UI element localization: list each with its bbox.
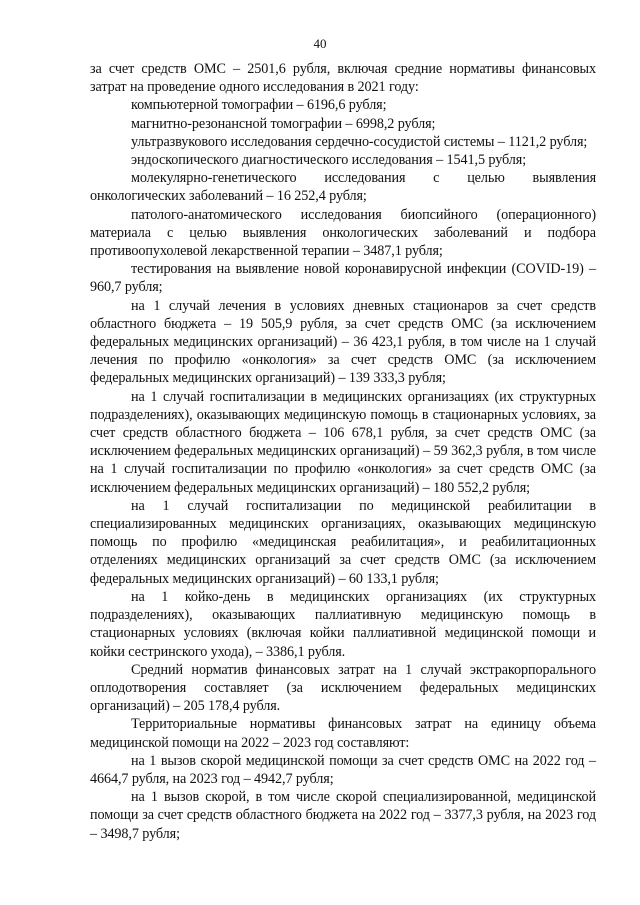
list-item-mri: магнитно-резонансной томографии – 6998,2 рубля; [131, 115, 436, 132]
paragraph-diagnostics-intro: за счет средств ОМС – 2501,6 рубля, включая средние нормативы финансовых затрат на проведение одного исследования в 2021 году: [90, 61, 596, 96]
paragraph-ambulance-oms: на 1 вызов скорой медицинской помощи за счет средств ОМС на 2022 год – 4664,7 рубля, на 2023 год – 4942,7 рубля; [90, 752, 596, 787]
paragraph-rehabilitation: на 1 случай госпитализации по медицинской реабилитации в специализированных медицинских организациях, оказывающих медицинскую помощь по профилю «медицинская реабилитация», и реабилитационных отделениях медицинских организаций за счет средств ОМС (за исключением федеральных медицинских организаций) – 60 133,1 рубля; [90, 497, 596, 587]
list-item-ultrasound: ультразвукового исследования сердечно-сосудистой системы – 1121,2 рубля; [131, 133, 588, 150]
page-number: 40 [313, 36, 327, 51]
list-item-covid-testing: тестирования на выявление новой коронавирусной инфекции (COVID-19) – 960,7 рубля; [90, 261, 596, 296]
paragraph-territorial-norms: Территориальные нормативы финансовых затрат на единицу объема медицинской помощи на 2022 – 2023 год составляют: [90, 716, 596, 751]
list-item-pathology: патолого-анатомического исследования биопсийного (операционного) материала с целью выявления онкологических заболеваний и подбора противоопухолевой лекарственной терапии – 3487,1 рубля; [90, 206, 596, 260]
paragraph-day-hospital: на 1 случай лечения в условиях дневных стационаров за счет средств областного бюджета – 19 505,9 рубля, за счет средств ОМС (за исключением федеральных медицинских организаций) – 36 423,1 рубля, в том числе на 1 случай лечения по профилю «онкология» за счет средств ОМС (за исключением федеральных медицинских организаций) – 139 333,3 рубля; [90, 297, 596, 387]
list-item-molecular-genetic: молекулярно-генетического исследования с целью выявления онкологических заболеваний – 16 252,4 рубля; [90, 170, 596, 205]
paragraph-hospitalization: на 1 случай госпитализации в медицинских организациях (их структурных подразделениях), оказывающих медицинскую помощь в стационарных условиях, за счет средств областного бюджета – 106 678,1 рубля, за счет средств ОМС (за исключением федеральных медицинских организаций) – 59 362,3 рубля, в том числе на 1 случай госпитализации по профилю «онкология» за счет средств ОМС (за исключением федеральных медицинских организаций) – 180 552,2 рубля; [90, 388, 596, 496]
paragraph-palliative: на 1 койко-день в медицинских организациях (их структурных подразделениях), оказывающих паллиативную медицинскую помощь в стационарных условиях (включая койки паллиативной медицинской помощи и койки сестринского ухода), – 3386,1 рубля. [90, 588, 596, 660]
list-item-endoscopy: эндоскопического диагностического исследования – 1541,5 рубля; [131, 152, 527, 169]
document-body [90, 60, 596, 843]
list-item-ct: компьютерной томографии – 6196,6 рубля; [131, 97, 387, 114]
paragraph-ambulance-regional: на 1 вызов скорой, в том числе скорой специализированной, медицинской помощи за счет средств областного бюджета на 2022 год – 3377,3 рубля, на 2023 год – 3498,7 рубля; [90, 789, 596, 842]
paragraph-ivf: Средний норматив финансовых затрат на 1 случай экстракорпорального оплодотворения составляет (за исключением федеральных медицинских организаций) – 205 178,4 рубля. [90, 661, 596, 715]
